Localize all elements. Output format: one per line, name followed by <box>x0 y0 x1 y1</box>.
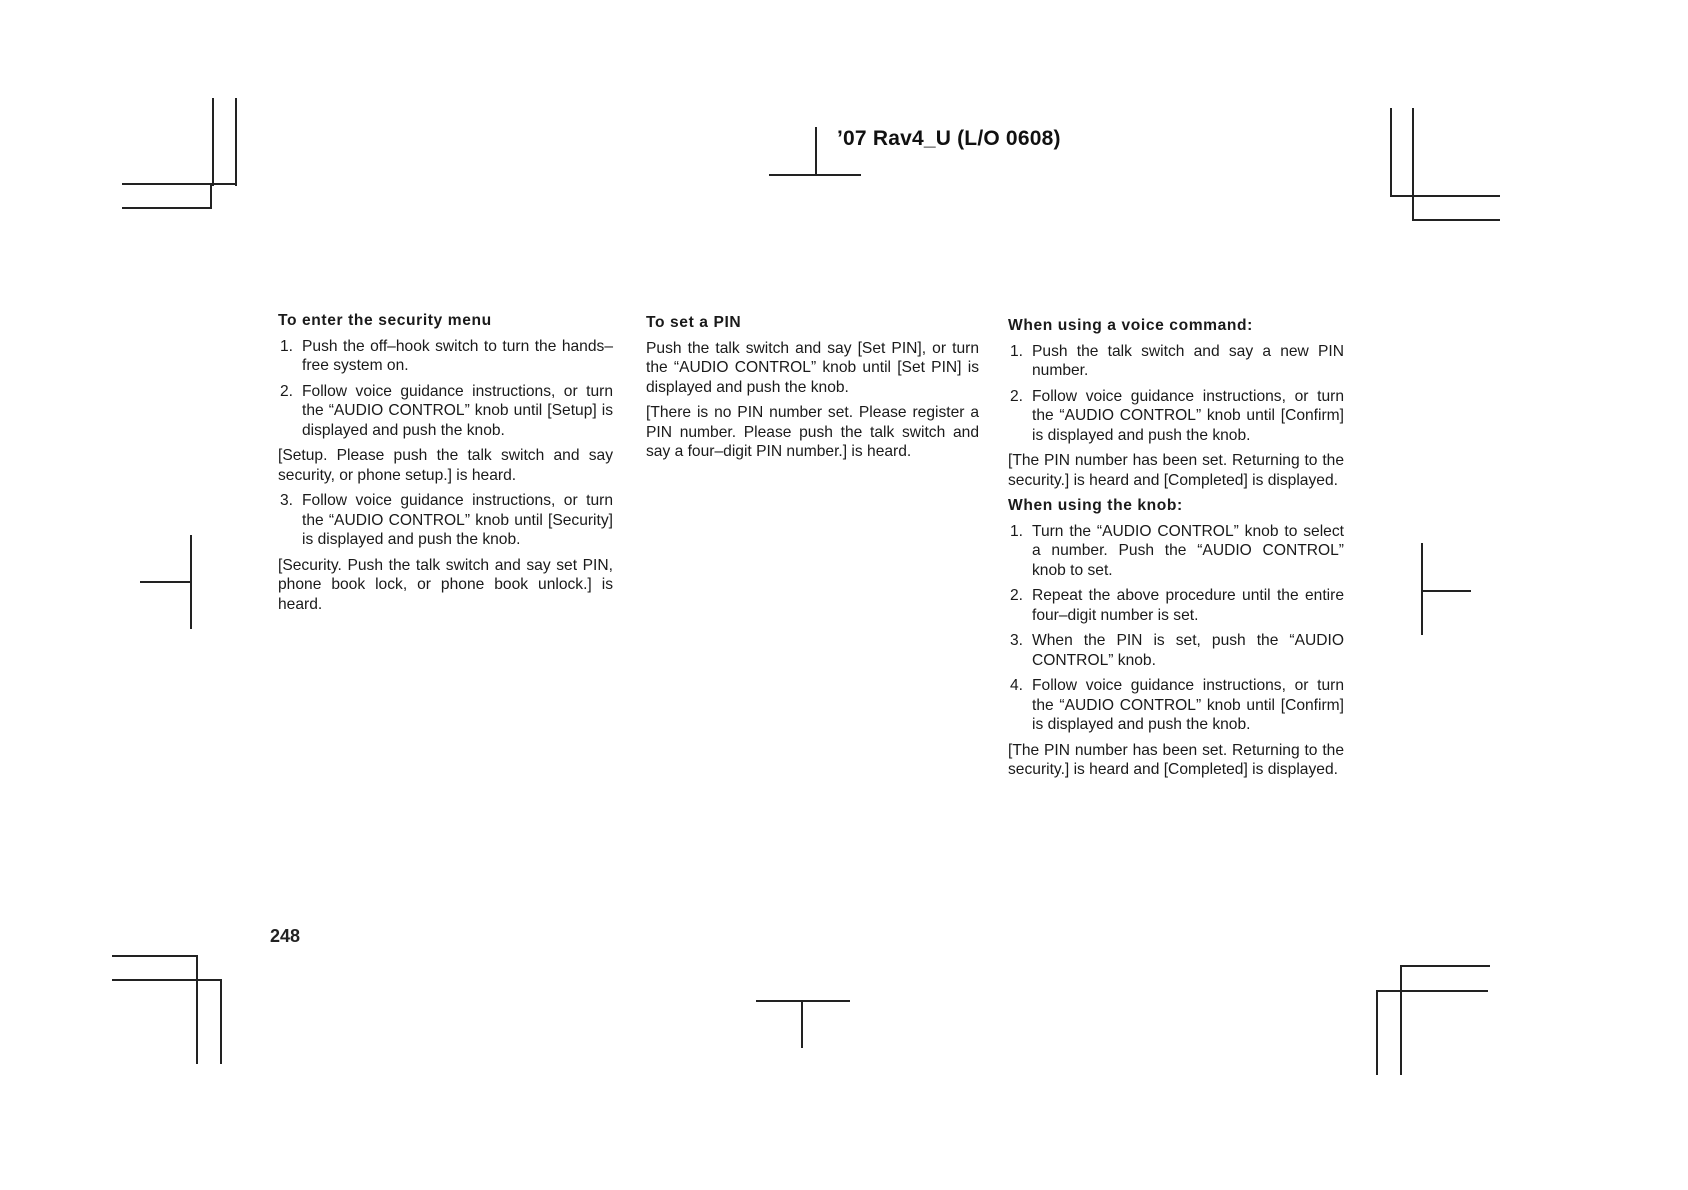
crop-mark-line <box>769 174 861 176</box>
crop-mark-line <box>1412 108 1414 220</box>
step-list <box>1008 522 1344 735</box>
crop-mark-line <box>1376 990 1378 1075</box>
step-text: Turn the “AUDIO CONTROL” knob to select a number. Push the “AUDIO CONTROL” knob to set. <box>1032 522 1344 579</box>
crop-mark-line <box>235 98 237 186</box>
voice-prompt-text: [There is no PIN number set. Please register a PIN number. Please push the talk switch and say a four–digit PIN number.] is heard. <box>646 404 979 460</box>
section-heading: When using a voice command: <box>1008 317 1253 334</box>
crop-mark-line <box>210 183 212 208</box>
crop-mark-line <box>756 1000 850 1002</box>
voice-prompt-text: [Security. Push the talk switch and say set PIN, phone book lock, or phone book unlock.] is heard. <box>278 556 613 613</box>
crop-mark-line <box>140 581 190 583</box>
crop-mark-line <box>196 955 198 1064</box>
crop-mark-line <box>1400 965 1402 1075</box>
crop-mark-line <box>122 183 236 185</box>
step-text: Follow voice guidance instructions, or turn the “AUDIO CONTROL” knob until [Setup] is displayed and push the knob. <box>302 382 613 439</box>
list-item <box>278 382 613 441</box>
column-security-menu <box>278 311 613 620</box>
crop-mark-line <box>190 535 192 629</box>
crop-mark-line <box>1390 195 1500 197</box>
step-text: When the PIN is set, push the “AUDIO CONTROL” knob. <box>1032 632 1344 669</box>
step-text: Push the talk switch and say a new PIN number. <box>1032 342 1344 379</box>
voice-prompt-text: [The PIN number has been set. Returning to the security.] is heard and [Completed] is displayed. <box>1008 741 1344 778</box>
step-text: Follow voice guidance instructions, or turn the “AUDIO CONTROL” knob until [Confirm] is displayed and push the knob. <box>1032 387 1344 444</box>
page-number: 248 <box>270 926 301 946</box>
crop-mark-line <box>1400 965 1490 967</box>
list-item <box>1008 342 1344 381</box>
list-item <box>278 337 613 376</box>
step-number: 2. <box>280 382 294 400</box>
step-number: 3. <box>1010 632 1024 649</box>
instruction-text: Push the talk switch and say [Set PIN], or turn the “AUDIO CONTROL” knob until [Set PIN] is displayed and push the knob. <box>646 339 979 396</box>
list-item <box>1008 387 1344 446</box>
step-number: 2. <box>1010 587 1024 604</box>
column-set-pin <box>646 313 979 468</box>
step-text: Push the off–hook switch to turn the hands–free system on. <box>302 337 613 374</box>
crop-mark-line <box>815 127 817 175</box>
step-number: 1. <box>280 337 294 355</box>
step-number: 1. <box>1010 342 1024 360</box>
step-number: 4. <box>1010 677 1024 694</box>
crop-mark-line <box>1376 990 1488 992</box>
voice-prompt-text: [Setup. Please push the talk switch and say security, or phone setup.] is heard. <box>278 447 613 484</box>
crop-mark-line <box>1390 108 1392 196</box>
column-pin-methods <box>1008 316 1344 786</box>
section-heading: To enter the security menu <box>278 312 492 329</box>
document-header: ’07 Rav4_U (L/O 0608) <box>837 127 1061 150</box>
list-item <box>1008 676 1344 735</box>
crop-mark-line <box>112 955 198 957</box>
step-number: 3. <box>280 492 294 509</box>
step-list <box>1008 342 1344 446</box>
list-item <box>278 491 613 550</box>
list-item <box>1008 522 1344 581</box>
section-heading: To set a PIN <box>646 314 742 331</box>
section-heading: When using the knob: <box>1008 497 1183 514</box>
crop-mark-line <box>1412 219 1500 221</box>
crop-mark-line <box>212 98 214 186</box>
step-number: 1. <box>1010 522 1024 540</box>
crop-mark-line <box>1421 590 1471 592</box>
step-list <box>278 491 613 550</box>
step-text: Repeat the above procedure until the entire four–digit number is set. <box>1032 587 1344 624</box>
crop-mark-line <box>122 207 212 209</box>
list-item <box>1008 586 1344 625</box>
crop-mark-line <box>220 979 222 1064</box>
step-text: Follow voice guidance instructions, or turn the “AUDIO CONTROL” knob until [Security] is displayed and push the knob. <box>302 492 613 548</box>
step-text: Follow voice guidance instructions, or turn the “AUDIO CONTROL” knob until [Confirm] is displayed and push the knob. <box>1032 677 1344 733</box>
list-item <box>1008 631 1344 670</box>
step-number: 2. <box>1010 387 1024 405</box>
step-list <box>278 337 613 441</box>
crop-mark-line <box>801 1000 803 1048</box>
crop-mark-line <box>1421 543 1423 635</box>
crop-mark-line <box>112 979 222 981</box>
voice-prompt-text: [The PIN number has been set. Returning to the security.] is heard and [Completed] is displayed. <box>1008 452 1344 489</box>
